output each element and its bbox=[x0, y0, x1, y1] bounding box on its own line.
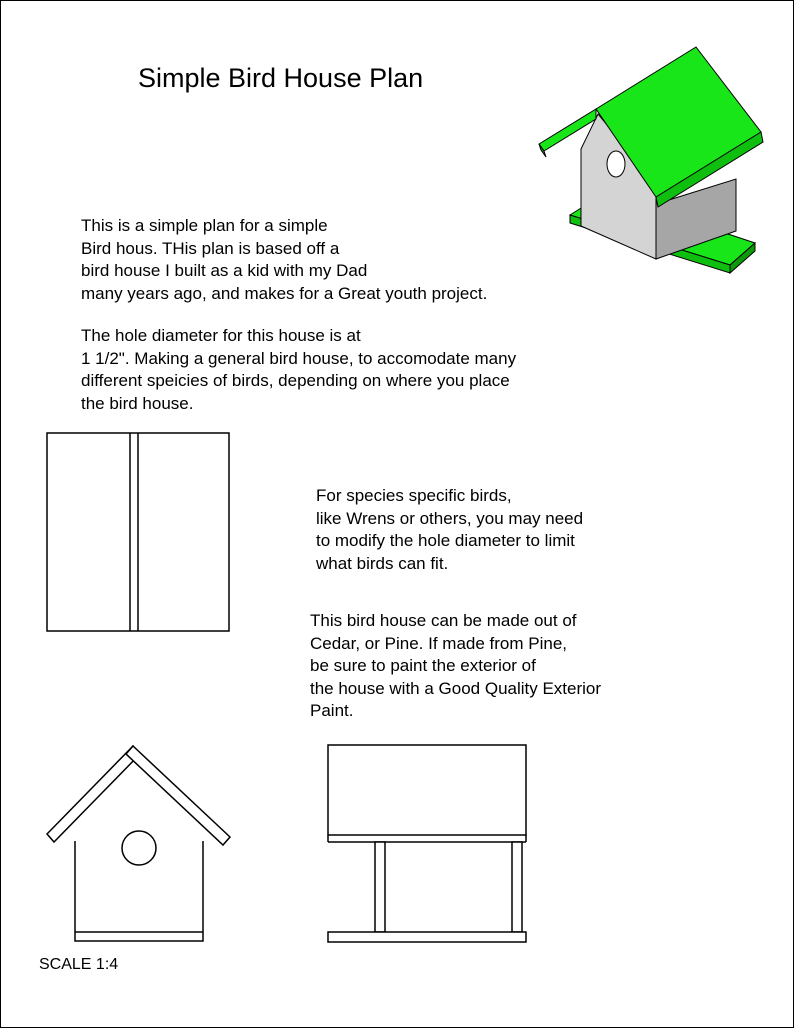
text-line: the bird house. bbox=[81, 393, 194, 413]
text-line: be sure to paint the exterior of bbox=[310, 656, 536, 675]
text-line: The hole diameter for this house is at bbox=[81, 326, 361, 345]
text-line: many years ago, and makes for a Great youth project. bbox=[81, 283, 488, 303]
text-line: Paint. bbox=[310, 701, 354, 720]
base-board bbox=[328, 932, 526, 942]
front-elevation-drawing bbox=[45, 741, 233, 946]
roof-panel-right bbox=[126, 746, 230, 845]
entrance-hole bbox=[607, 151, 625, 177]
material-paragraph bbox=[310, 610, 601, 723]
roof-panel-left bbox=[47, 746, 140, 842]
wall-post-right bbox=[512, 842, 522, 932]
page-title: Simple Bird House Plan bbox=[138, 63, 424, 93]
text-line: what birds can fit. bbox=[316, 553, 449, 573]
text-line: different speicies of birds, depending on where you place bbox=[81, 371, 510, 390]
text-line: the house with a Good Quality Exterior bbox=[310, 678, 602, 698]
roof-side-outline bbox=[328, 745, 526, 835]
birdhouse-3d-icon bbox=[536, 39, 766, 264]
roof-top-view-drawing bbox=[45, 431, 231, 635]
text-line: to modify the hole diameter to limit bbox=[316, 531, 575, 550]
text-line: bird house I built as a kid with my Dad bbox=[81, 261, 368, 280]
text-line: Cedar, or Pine. If made from Pine, bbox=[310, 633, 568, 653]
side-elevation-drawing bbox=[326, 743, 530, 945]
hole-diameter-paragraph bbox=[81, 325, 516, 415]
wall-post-left bbox=[375, 842, 385, 932]
text-line: This is a simple plan for a simple bbox=[81, 216, 328, 235]
entrance-hole bbox=[122, 831, 156, 865]
text-line: 1 1/2". Making a general bird house, to accomodate many bbox=[81, 348, 517, 368]
species-paragraph bbox=[316, 485, 583, 575]
text-line: This bird house can be made out of bbox=[310, 611, 577, 630]
text-line: Bird hous. THis plan is based off a bbox=[81, 238, 340, 258]
intro-paragraph bbox=[81, 215, 487, 305]
text-line: For species specific birds, bbox=[316, 486, 512, 505]
scale-label: SCALE 1:4 bbox=[39, 956, 119, 973]
text-line: like Wrens or others, you may need bbox=[316, 508, 584, 528]
